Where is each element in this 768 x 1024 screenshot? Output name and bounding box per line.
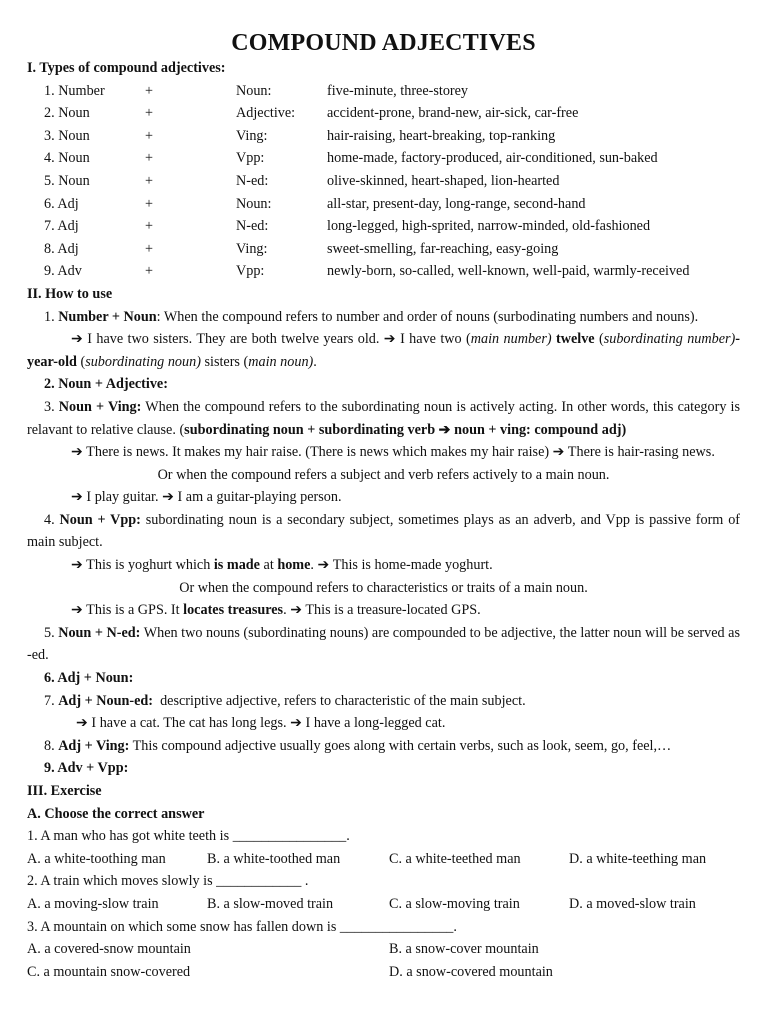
q1-option-d[interactable]: D. a white-teething man	[569, 850, 707, 867]
question-2: 2. A train which moves slowly is ____________ .	[27, 873, 309, 890]
q1-option-c[interactable]: C. a white-teethed man	[389, 850, 521, 867]
usage-9-title: 9. Adv + Vpp:	[44, 760, 129, 777]
usage-1-example-g: (	[80, 353, 86, 370]
usage-3-title: Noun + Ving:	[58, 398, 142, 415]
usage-4-example-2-b: locates treasures	[183, 602, 284, 619]
usage-1-example-k: .	[313, 353, 317, 370]
types-row	[44, 215, 740, 238]
type-examples: five-minute, three-storey	[327, 82, 469, 99]
usage-8-text: This compound adjective usually goes along with certain verbs, such as look, seem, go, feel,…	[129, 737, 672, 754]
type-number: 9. Adv	[44, 263, 82, 280]
usage-2-title: 2. Noun + Adjective:	[44, 376, 168, 393]
usage-1-example-h: subordinating noun)	[85, 353, 201, 370]
usage-1	[27, 306, 740, 329]
usage-6	[27, 667, 740, 690]
usage-1-example-c: twelve	[555, 331, 595, 348]
types-row	[44, 193, 740, 216]
type-kind: Ving:	[236, 240, 268, 257]
types-row	[44, 102, 740, 125]
type-number: 2. Noun	[44, 105, 90, 122]
type-plus: +	[145, 82, 154, 99]
question-3-options-row-2	[27, 961, 740, 984]
usage-4	[27, 509, 740, 554]
usage-1-example-d: (	[598, 331, 604, 348]
usage-3-number: 3.	[44, 398, 59, 415]
type-examples: home-made, factory-produced, air-conditioned, sun-baked	[327, 150, 658, 167]
question-1-options	[27, 848, 740, 871]
type-kind: Adjective:	[236, 105, 296, 122]
type-kind: Ving:	[236, 127, 268, 144]
question-3: 3. A mountain on which some snow has fallen down is ________________.	[27, 918, 457, 935]
type-plus: +	[145, 195, 154, 212]
usage-4-example-1-b: is made	[213, 557, 260, 574]
type-plus: +	[145, 150, 154, 167]
usage-4-example-1-a: ➔ This is yoghurt which	[71, 557, 214, 574]
usage-4-number: 4.	[44, 511, 60, 528]
usage-7-text: descriptive adjective, refers to characteristic of the main subject.	[152, 692, 526, 709]
type-examples: hair-raising, heart-breaking, top-ranking	[327, 127, 556, 144]
section-how-to-use-heading: II. How to use	[27, 285, 113, 302]
q3-option-d[interactable]: D. a snow-covered mountain	[389, 963, 553, 980]
type-examples: olive-skinned, heart-shaped, lion-hearted	[327, 172, 560, 189]
usage-1-example-j: main noun)	[248, 353, 314, 370]
usage-4-example-1-d: home	[277, 557, 311, 574]
usage-3-formula: subordinating noun + subordinating verb ➔ noun + ving: compound adj)	[184, 421, 627, 438]
type-plus: +	[145, 105, 154, 122]
usage-5-number: 5.	[44, 624, 59, 641]
usage-4-example-1-e: . ➔ This is home-made yoghurt.	[310, 557, 493, 574]
usage-1-example-e: subordinating number)	[603, 331, 736, 348]
usage-5	[27, 622, 740, 667]
type-kind: N-ed:	[236, 172, 269, 189]
usage-4-title: Noun + Vpp:	[59, 511, 141, 528]
usage-4-example-2-a: ➔ This is a GPS. It	[71, 602, 184, 619]
types-row	[44, 147, 740, 170]
exercise-a-heading: A. Choose the correct answer	[27, 805, 205, 822]
usage-1-example-i: sisters (	[200, 353, 249, 370]
usage-1-example-b: main number)	[470, 331, 552, 348]
usage-5-title: Noun + N-ed:	[58, 624, 141, 641]
usage-4-example-2-c: . ➔ This is a treasure-located GPS.	[283, 602, 481, 619]
type-number: 4. Noun	[44, 150, 90, 167]
usage-1-number: 1.	[44, 308, 59, 325]
section-exercise-heading: III. Exercise	[27, 783, 102, 799]
type-number: 5. Noun	[44, 172, 90, 189]
q3-option-b[interactable]: B. a snow-cover mountain	[389, 941, 539, 958]
usage-1-example-f: -year-old	[27, 331, 740, 370]
type-plus: +	[145, 218, 154, 235]
usage-3	[27, 396, 740, 441]
usage-3-text: When the compound refers to the subordinating noun is actively acting. In other words, this category is relavant to relative clause. (	[27, 398, 741, 438]
usage-2	[27, 373, 740, 396]
type-kind: Vpp:	[236, 150, 265, 167]
type-kind: Vpp:	[236, 263, 265, 280]
usage-4-example-1-c: at	[259, 557, 278, 574]
section-types-heading: I. Types of compound adjectives:	[27, 60, 226, 76]
type-number: 3. Noun	[44, 127, 90, 144]
usage-8-number: 8.	[44, 737, 59, 754]
usage-5-text: When two nouns (subordinating nouns) are compounded to be adjective, the latter noun will be served as -ed.	[27, 624, 740, 664]
type-number: 7. Adj	[44, 218, 79, 235]
type-examples: long-legged, high-sprited, narrow-minded, old-fashioned	[327, 218, 651, 235]
type-kind: Noun:	[236, 195, 272, 212]
page-title: COMPOUND ADJECTIVES	[231, 30, 536, 56]
usage-4-or-note: Or when the compound refers to characteristics or traits of a main noun.	[179, 579, 588, 596]
usage-8-title: Adj + Ving:	[58, 737, 130, 754]
usage-1-example	[27, 328, 740, 373]
type-examples: all-star, present-day, long-range, second-hand	[327, 195, 586, 212]
usage-8	[27, 735, 740, 758]
types-row	[44, 80, 740, 103]
usage-3-example-2: ➔ I play guitar. ➔ I am a guitar-playing person.	[71, 489, 342, 506]
type-number: 1. Number	[44, 82, 105, 99]
type-kind: Noun:	[236, 82, 272, 99]
q2-option-d[interactable]: D. a moved-slow train	[569, 895, 696, 912]
usage-7-example: ➔ I have a cat. The cat has long legs. ➔ I have a long-legged cat.	[76, 715, 446, 732]
q3-option-a[interactable]: A. a covered-snow mountain	[27, 941, 191, 958]
usage-3-or-note: Or when the compound refers a subject and verb refers actively to a main noun.	[157, 466, 610, 483]
question-2-options	[27, 893, 740, 916]
q1-option-b[interactable]: B. a white-toothed man	[207, 850, 341, 867]
type-plus: +	[145, 127, 154, 144]
usage-7-number: 7.	[44, 692, 59, 709]
question-1: 1. A man who has got white teeth is ________________.	[27, 828, 350, 845]
type-plus: +	[145, 240, 154, 257]
usage-1-example-a: ➔ I have two sisters. They are both twelve years old. ➔ I have two (	[71, 331, 471, 348]
usage-9	[27, 757, 740, 780]
type-examples: newly-born, so-called, well-known, well-paid, warmly-received	[327, 263, 690, 280]
q2-option-c[interactable]: C. a slow-moving train	[389, 895, 520, 912]
question-3-options-row-1	[27, 938, 740, 961]
types-row	[44, 125, 740, 148]
type-number: 6. Adj	[44, 195, 79, 212]
usage-1-text: : When the compound refers to number and order of nouns (surbodinating numbers and nouns).	[156, 308, 699, 325]
usage-7-title: Adj + Noun-ed:	[58, 692, 153, 709]
usage-4-example-2	[27, 599, 740, 622]
types-table	[44, 80, 740, 283]
type-kind: N-ed:	[236, 218, 269, 235]
usage-3-example-1: ➔ There is news. It makes my hair raise. (There is news which makes my hair raise) ➔ There is hair-rasing news.	[71, 444, 715, 461]
types-row	[44, 260, 740, 283]
type-examples: accident-prone, brand-new, air-sick, car-free	[327, 105, 579, 122]
type-plus: +	[145, 172, 154, 189]
type-plus: +	[145, 263, 154, 280]
type-examples: sweet-smelling, far-reaching, easy-going	[327, 240, 559, 257]
q2-option-b[interactable]: B. a slow-moved train	[207, 895, 334, 912]
usage-4-example-1	[27, 554, 740, 577]
types-row	[44, 170, 740, 193]
q2-option-a[interactable]: A. a moving-slow train	[27, 895, 159, 912]
usage-6-title: 6. Adj + Noun:	[44, 670, 134, 687]
type-number: 8. Adj	[44, 240, 79, 257]
q3-option-c[interactable]: C. a mountain snow-covered	[27, 963, 191, 980]
q1-option-a[interactable]: A. a white-toothing man	[27, 850, 166, 867]
usage-7	[27, 690, 740, 713]
usage-1-title: Number + Noun	[58, 308, 157, 325]
usage-4-text: subordinating noun is a secondary subject, sometimes plays as an adverb, and Vpp is passive form of main subject.	[27, 511, 741, 551]
types-row	[44, 238, 740, 261]
